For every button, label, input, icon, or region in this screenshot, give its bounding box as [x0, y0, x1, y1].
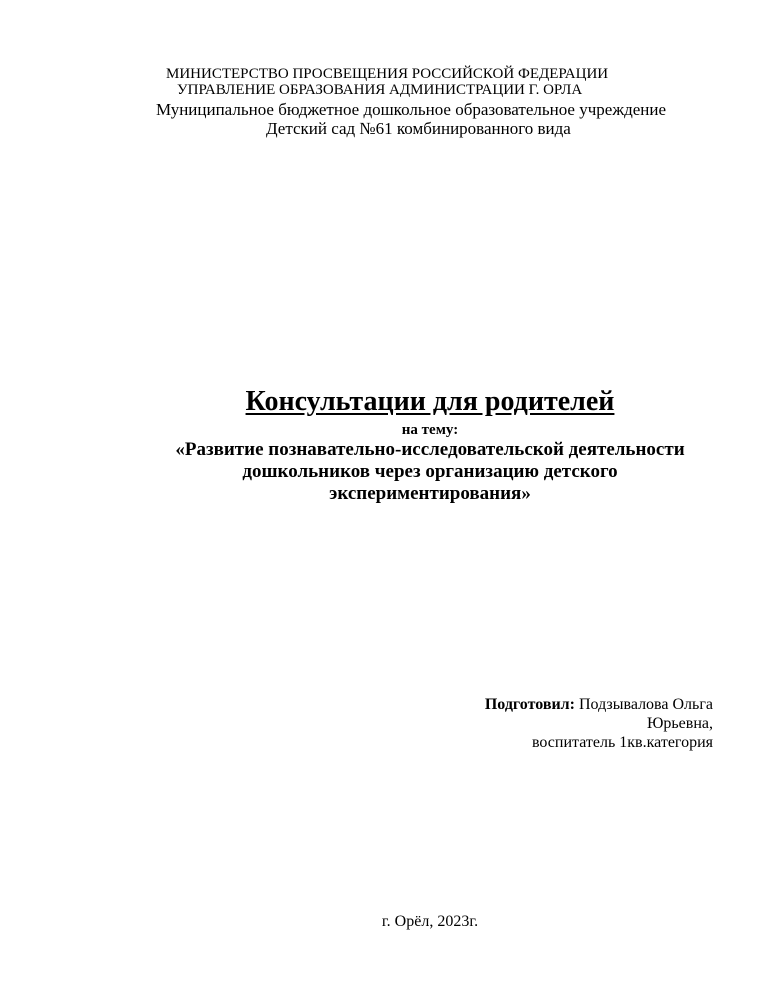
place-year: г. Орёл, 2023г. [381, 913, 479, 930]
institution-line: Муниципальное бюджетное дошкольное образовательное учреждение [156, 100, 666, 119]
author-name-second: Юрьевна, [646, 715, 713, 732]
document-subtitle: на тему: [401, 422, 459, 438]
topic-line-3: экспериментирования» [329, 483, 531, 504]
department-line: УПРАВЛЕНИЕ ОБРАЗОВАНИЯ АДМИНИСТРАЦИИ Г. ОРЛА [177, 82, 583, 98]
author-block [485, 695, 713, 752]
author-line-1 [485, 695, 713, 714]
topic-line-1: «Развитие познавательно-исследовательской деятельности [175, 439, 685, 460]
topic-block [130, 439, 730, 505]
author-label: Подготовил: [484, 696, 575, 713]
ministry-line: МИНИСТЕРСТВО ПРОСВЕЩЕНИЯ РОССИЙСКОЙ ФЕДЕРАЦИИ [166, 66, 609, 82]
document-title: Консультации для родителей [245, 386, 615, 417]
kindergarten-line: Детский сад №61 комбинированного вида [266, 119, 571, 138]
author-position: воспитатель 1кв.категория [531, 734, 713, 751]
topic-line-2: дошкольников через организацию детского [242, 461, 618, 482]
author-name-first: Подзывалова Ольга [574, 696, 713, 713]
